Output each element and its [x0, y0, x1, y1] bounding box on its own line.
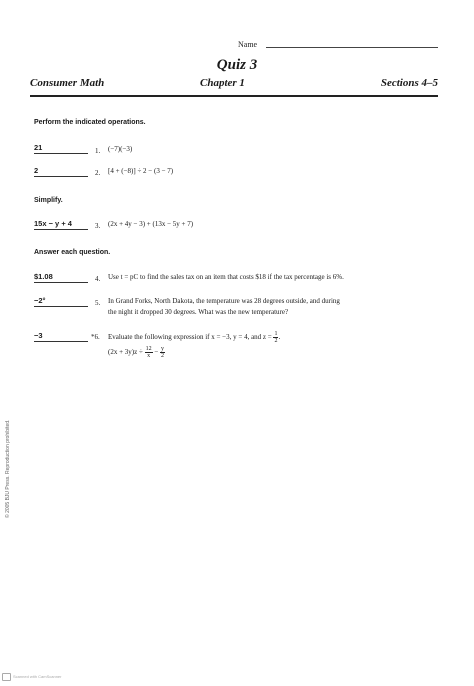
question-3: (2x + 4y − 3) + (13x − 5y + 7)	[108, 220, 194, 228]
chapter-title: Chapter 1	[200, 77, 245, 89]
question-1: (−7)(−3)	[108, 145, 133, 153]
question-5-line-1: In Grand Forks, North Dakota, the temperature was 28 degrees outside, and during	[108, 297, 340, 305]
question-5-line-2: the night it dropped 30 degrees. What was the new temperature?	[108, 308, 289, 316]
question-6-prompt: Evaluate the following expression if x = −3, y = 4, and z = $\frac{1}{2}$ .	[108, 331, 281, 344]
name-label: Name	[238, 40, 258, 49]
answer-4: $1.08	[34, 272, 88, 283]
question-number-5: 5.	[95, 299, 101, 307]
sections-title: Sections 4–5	[380, 77, 438, 89]
answer-3: 15x − y + 4	[34, 219, 88, 230]
question-4: Use t = pC to find the sales tax on an item that costs $18 if the tax percentage is 6%.	[108, 273, 344, 281]
question-5	[108, 296, 340, 318]
question-number-2: 2.	[95, 169, 101, 177]
answer-5: −2°	[34, 296, 88, 307]
answer-6: −3	[34, 331, 88, 342]
question-number-4: 4.	[95, 275, 101, 283]
question-2: [4 + (−8)] ÷ 2 − (3 − 7)	[108, 167, 174, 175]
question-6	[108, 331, 280, 359]
section-heading-simplify: Simplify.	[34, 197, 63, 204]
question-6-text: Evaluate the following expression if x = −3, y = 4, and z =	[108, 333, 274, 342]
section-heading-answer: Answer each question.	[34, 249, 111, 256]
section-heading-perform: Perform the indicated operations.	[34, 119, 146, 126]
header-row	[30, 77, 438, 93]
quiz-title: Quiz 3	[216, 57, 258, 73]
answer-2: 2	[34, 166, 88, 177]
answer-1: 21	[34, 143, 88, 154]
header-rule	[30, 95, 438, 97]
question-number-1: 1.	[95, 147, 101, 155]
name-field-line	[266, 47, 438, 48]
scanner-footer: Scanned with CamScanner	[2, 673, 61, 681]
scanner-logo-icon	[2, 673, 11, 681]
course-title: Consumer Math	[30, 77, 105, 89]
question-number-6: *6.	[91, 333, 100, 341]
copyright-notice: © 2005 BJU Press. Reproduction prohibited.	[5, 419, 11, 518]
question-6-expression: (2x + 3y)z ÷ $\frac{12}{x}$ − $\frac{y}{2}$	[108, 346, 165, 359]
question-number-3: 3.	[95, 222, 101, 230]
fraction-y-over-2: $\frac{y}{2}$	[161, 346, 165, 359]
z-fraction: $\frac{1}{2}$	[274, 331, 278, 344]
fraction-12-over-x: $\frac{12}{x}$	[145, 346, 152, 359]
